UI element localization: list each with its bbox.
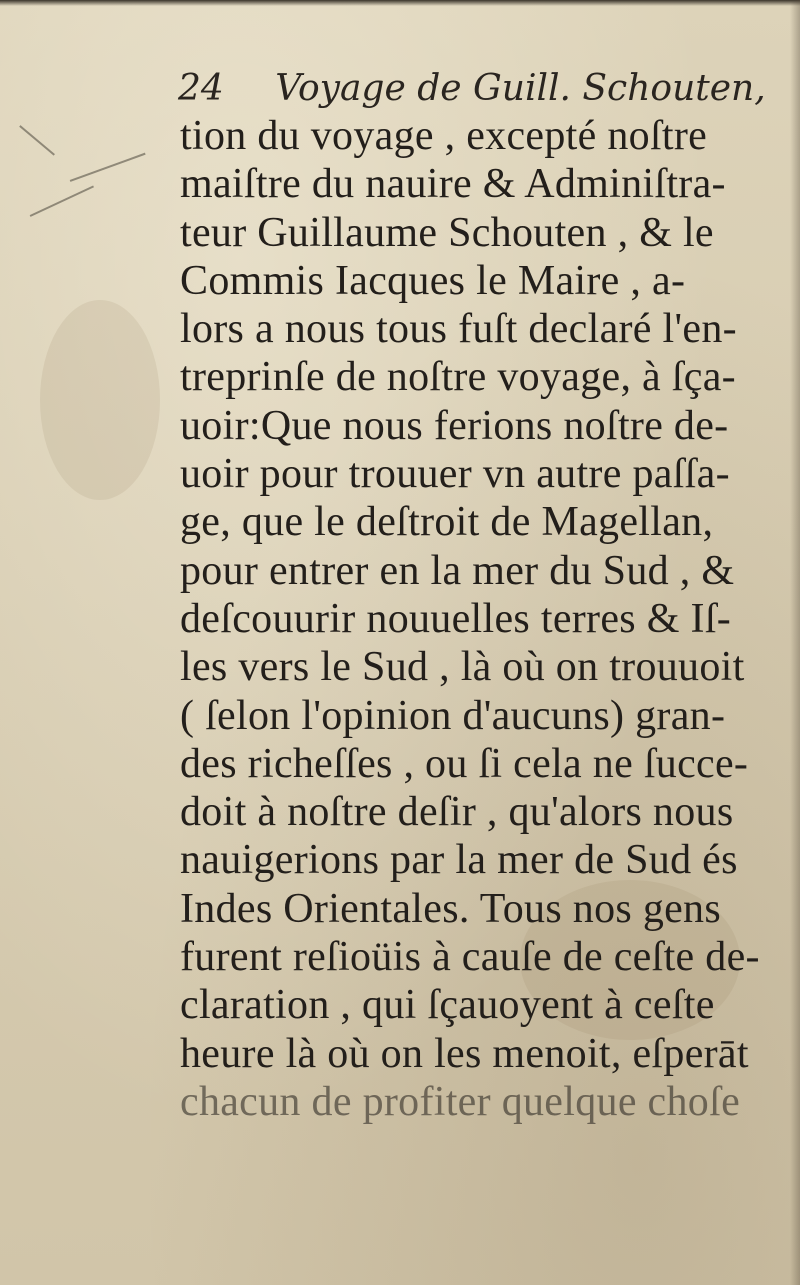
page-right-edge <box>790 0 800 1285</box>
text-line: maiſtre du nauire & Adminiſtra- <box>180 161 726 208</box>
text-line: claration , qui ſçauoyent à ceſte <box>180 982 715 1029</box>
margin-scratch <box>30 185 94 216</box>
text-line: uoir:Que nous ferions noſtre de- <box>180 402 729 449</box>
text-line: chacun de profiter quelque choſe <box>180 1078 741 1125</box>
text-line: uoir pour trouuer vn autre paſſa- <box>180 451 730 498</box>
text-line: heure là où on les menoit, eſperāt <box>180 1030 749 1077</box>
running-header <box>178 68 766 109</box>
text-line: tion du voyage , excepté noſtre <box>180 113 708 159</box>
text-line: lors a nous tous fuſt declaré l'en- <box>180 306 737 353</box>
paper-stain <box>40 300 160 500</box>
text-line: nauigerions par la mer de Sud és <box>180 837 738 884</box>
body-text <box>180 112 770 1126</box>
text-line: doit à noſtre deſir , qu'alors nous <box>180 789 734 836</box>
text-line: des richeſſes , ou ſi cela ne ſucce- <box>180 740 749 787</box>
text-line: ( ſelon l'opinion d'aucuns) gran- <box>180 692 726 739</box>
text-line: deſcouurir nouuelles terres & Iſ- <box>180 595 732 642</box>
page-top-edge <box>0 0 800 6</box>
text-line: pour entrer en la mer du Sud , & <box>180 547 735 594</box>
page-number: 24 <box>178 68 224 109</box>
margin-scratch <box>20 125 55 155</box>
text-line: Indes Orientales. Tous nos gens <box>180 885 722 932</box>
text-line: furent reſioüis à cauſe de ceſte de- <box>180 934 760 981</box>
text-line: Commis Iacques le Maire , a- <box>180 257 686 304</box>
text-line: les vers le Sud , là où on trouuoit <box>180 644 745 691</box>
margin-scratch <box>70 153 146 182</box>
text-line: treprinſe de noſtre voyage, à ſça- <box>180 354 736 401</box>
text-line: teur Guillaume Schouten , & le <box>180 209 714 256</box>
running-title: Voyage de Guill. Schouten, <box>275 68 766 109</box>
text-line: ge, que le deſtroit de Magellan, <box>180 499 714 546</box>
